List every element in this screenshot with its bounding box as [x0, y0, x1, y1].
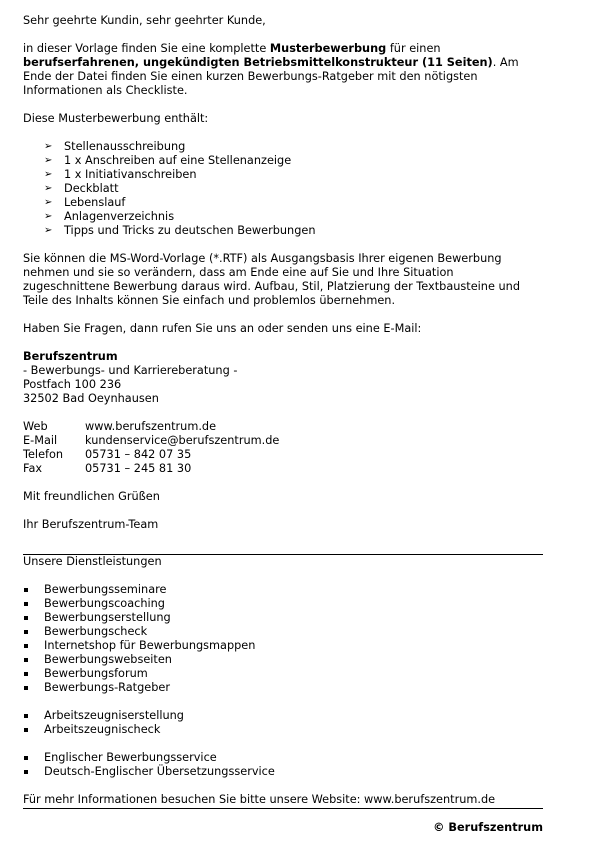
footer-website-text: Für mehr Informationen besuchen Sie bitte unsere Website: www.berufszentrum.de — [23, 793, 543, 809]
company-city: 32502 Bad Oeynhausen — [23, 392, 159, 405]
list-item: ➢ 1 x Initiativanschreiben — [44, 168, 197, 181]
company-postbox: Postfach 100 236 — [23, 378, 122, 391]
company-tagline: - Bewerbungs- und Karriereberatung - — [23, 364, 238, 377]
web-link[interactable]: www.berufszentrum.de — [85, 420, 217, 433]
square-bullet-icon — [24, 770, 28, 774]
services-list-3 — [23, 751, 543, 779]
list-item: ➢ Anlagenverzeichnis — [44, 210, 175, 223]
services-list-2 — [23, 709, 543, 737]
arrow-bullet-icon: ➢ — [44, 155, 53, 166]
signature: Ihr Berufszentrum-Team — [23, 518, 159, 531]
intro-text-3: . Am Ende der Datei finden Sie einen kurzen Bewerbungs-Ratgeber mit den nötigsten Informationen als Checkliste. — [23, 56, 519, 97]
contact-row-email: E-Mail kundenservice@berufszentrum.de — [23, 434, 280, 447]
square-bullet-icon — [24, 644, 28, 648]
list-item: Englischer Bewerbungsservice — [23, 751, 543, 765]
questions-paragraph: Haben Sie Fragen, dann rufen Sie uns an oder senden uns eine E-Mail: — [23, 322, 422, 335]
company-name: Berufszentrum — [23, 350, 118, 363]
intro-text-1: in dieser Vorlage finden Sie eine komplette — [23, 42, 270, 55]
arrow-bullet-icon: ➢ — [44, 169, 53, 180]
square-bullet-icon — [24, 728, 28, 732]
list-item: ➢ Tipps und Tricks zu deutschen Bewerbungen — [44, 224, 316, 237]
list-item: Arbeitszeugnischeck — [23, 723, 543, 737]
intro-text-2: für einen — [386, 42, 441, 55]
list-item: ➢ Deckblatt — [44, 182, 119, 195]
list-item: ➢ Stellenausschreibung — [44, 140, 186, 153]
contents-list — [23, 140, 543, 238]
contact-row-fax: Fax 05731 – 245 81 30 — [23, 462, 192, 475]
closing: Mit freundlichen Grüßen — [23, 490, 160, 503]
list-item: ➢ Lebenslauf — [44, 196, 126, 209]
square-bullet-icon — [24, 616, 28, 620]
arrow-bullet-icon: ➢ — [44, 141, 53, 152]
list-item: Bewerbungs-Ratgeber — [23, 681, 543, 695]
square-bullet-icon — [24, 714, 28, 718]
usage-paragraph: Sie können die MS-Word-Vorlage (*.RTF) als Ausgangsbasis Ihrer eigenen Bewerbung nehmen und sie so verändern, dass am Ende eine auf Sie und Ihre Situation zugeschnittene Bewerbung daraus wird. Aufbau, Stil, Platzierung der Textbausteine und Teile des Inhalts können Sie einfach und problemlos übernehmen. — [23, 252, 520, 307]
arrow-bullet-icon: ➢ — [44, 183, 53, 194]
list-item: Bewerbungscheck — [23, 625, 543, 639]
square-bullet-icon — [24, 588, 28, 592]
email-link[interactable]: kundenservice@berufszentrum.de — [85, 434, 280, 447]
services-heading: Unsere Dienstleistungen — [23, 555, 162, 568]
list-item: Bewerbungserstellung — [23, 611, 543, 625]
contains-label: Diese Musterbewerbung enthält: — [23, 112, 209, 125]
greeting: Sehr geehrte Kundin, sehr geehrter Kunde, — [23, 14, 266, 27]
list-item: Bewerbungsforum — [23, 667, 543, 681]
list-item: Bewerbungsseminare — [23, 583, 543, 597]
intro-bold-2: berufserfahrenen, ungekündigten Betriebsmittelkonstrukteur (11 Seiten) — [23, 56, 493, 69]
square-bullet-icon — [24, 658, 28, 662]
arrow-bullet-icon: ➢ — [44, 211, 53, 222]
services-list-1 — [23, 583, 543, 695]
contact-block — [23, 420, 543, 476]
copyright: © Berufszentrum — [433, 821, 543, 834]
square-bullet-icon — [24, 672, 28, 676]
list-item: ➢ 1 x Anschreiben auf eine Stellenanzeige — [44, 154, 292, 167]
square-bullet-icon — [24, 756, 28, 760]
contact-row-phone: Telefon 05731 – 842 07 35 — [23, 448, 192, 461]
arrow-bullet-icon: ➢ — [44, 197, 53, 208]
contact-row-web: Web www.berufszentrum.de — [23, 420, 217, 433]
square-bullet-icon — [24, 686, 28, 690]
square-bullet-icon — [24, 630, 28, 634]
list-item: Internetshop für Bewerbungsmappen — [23, 639, 543, 653]
intro-paragraph — [23, 42, 543, 98]
list-item: Bewerbungscoaching — [23, 597, 543, 611]
square-bullet-icon — [24, 602, 28, 606]
list-item: Arbeitszeugniserstellung — [23, 709, 543, 723]
list-item: Deutsch-Englischer Übersetzungsservice — [23, 765, 543, 779]
arrow-bullet-icon: ➢ — [44, 225, 53, 236]
intro-bold-1: Musterbewerbung — [269, 42, 387, 55]
list-item: Bewerbungswebseiten — [23, 653, 543, 667]
